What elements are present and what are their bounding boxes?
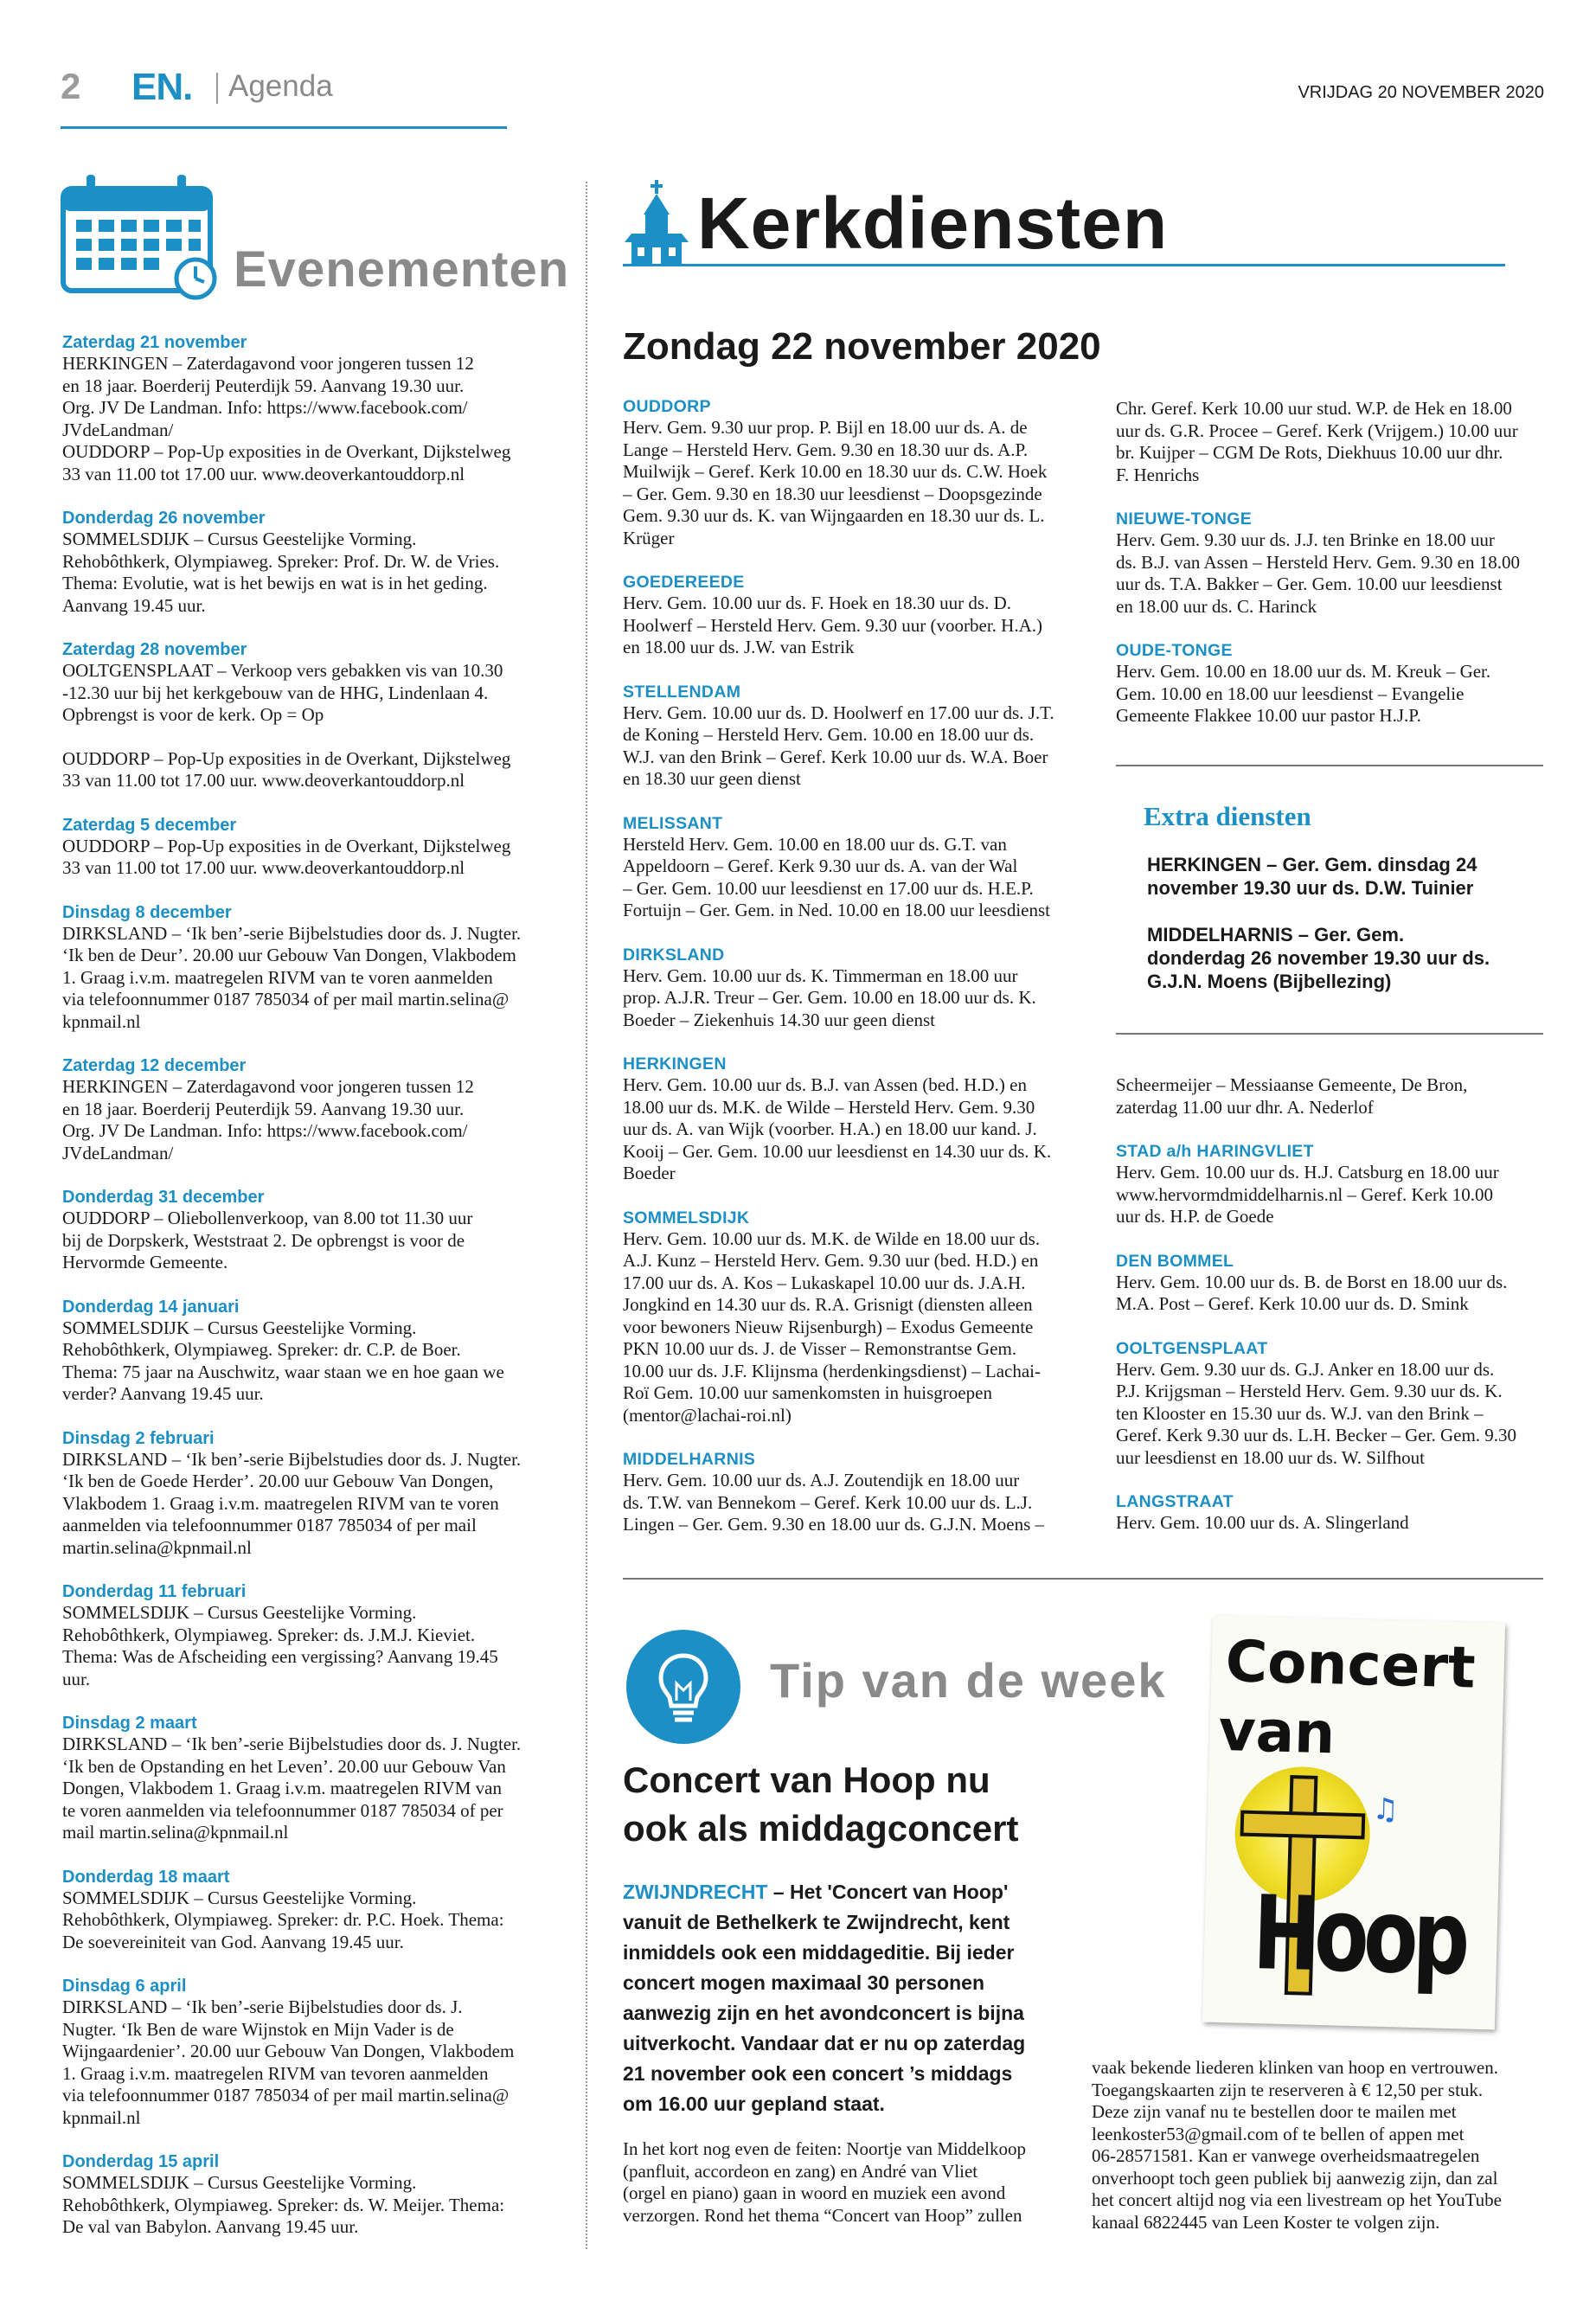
- service-place: DEN BOMMEL: [1116, 1251, 1234, 1271]
- event-text: OUDDORP – Oliebollenverkoop, van 8.00 tot 11.30 uur bij de Dorpskerk, Weststraat 2. De opbrengst is voor de Hervormde Gemeente.: [62, 1208, 473, 1272]
- event-date: Donderdag 14 januari: [62, 1297, 240, 1317]
- event-text: DIRKSLAND – ‘Ik ben’-serie Bijbelstudies door ds. J. Nugter. ‘Ik ben de Deur’. 20.00 uur Gebouw Van Dongen, Vlakbodem 1. Graag i.v.m. maatregelen RIVM van te voren aanmelden via telefoonnummer 0187 785034 of per mail martin.selina@ kpnmail.nl: [62, 922, 522, 1032]
- service-place: SOMMELSDIJK: [623, 1208, 750, 1227]
- tip-body-2: vaak bekende liederen klinken van hoop en vertrouwen. Toegangskaarten zijn te reserveren à € 12,50 per stuk. Deze zijn vanaf nu te bestellen door te mailen met leenkoster53@gmail.com of te bellen of appen met 06-28571581. Kan er vanwege overheidsmaatregelen onverhoopt toch geen publiek bij aanwezig zijn, dan zal het concert altijd nog via een livestream op het YouTube kanaal 6822445 van Leen Koster te volgen zijn.: [1092, 2057, 1502, 2233]
- event-text: OOLTGENSPLAAT – Verkoop vers gebakken vis van 10.30 -12.30 uur bij het kerkgebouw van de HHG, Lindenlaan 4. Opbrengst is voor de kerk. Op = Op: [62, 660, 503, 725]
- service-text: Chr. Geref. Kerk 10.00 uur stud. W.P. de Hek en 18.00 uur ds. G.R. Procee – Geref. Kerk (Vrijgem.) 10.00 uur br. Kuijper – CGM De Rots, Diekhuus 10.00 uur dhr. F. Henrichs: [1116, 398, 1518, 485]
- service-text: Herv. Gem. 10.00 uur ds. B. de Borst en 18.00 uur ds. M.A. Post – Geref. Kerk 10.00 uur ds. D. Smink: [1116, 1271, 1508, 1314]
- event-text: DIRKSLAND – ‘Ik ben’-serie Bijbelstudies door ds. J. Nugter. ‘Ik ben de Goede Herder’. 20.00 uur Gebouw Van Dongen, Vlakbodem 1. Graag i.v.m. maatregelen RIVM van te voren aanmelden via telefoonnummer 0187 785034 of per mail martin.selina@kpnmail.nl: [62, 1448, 522, 1558]
- event-date: Zaterdag 5 december: [62, 815, 237, 835]
- event-date: Donderdag 11 februari: [62, 1582, 247, 1601]
- event-text: OUDDORP – Pop-Up exposities in de Overkant, Dijkstelweg 33 van 11.00 tot 17.00 uur. www.deoverkantouddorp.nl: [62, 835, 511, 878]
- service-place: LANGSTRAAT: [1116, 1492, 1234, 1511]
- page-number: 2: [61, 66, 81, 106]
- church-icon: [625, 178, 690, 268]
- event-date: Dinsdag 2 maart: [62, 1714, 197, 1733]
- kerkdiensten-date: Zondag 22 november 2020: [623, 325, 1101, 368]
- event-date: Donderdag 15 april: [62, 2152, 220, 2171]
- service-text: Herv. Gem. 9.30 uur prop. P. Bijl en 18.00 uur ds. A. de Lange – Hersteld Herv. Gem. 9.30 en 18.30 uur ds. A.P. Muilwijk – Geref. Kerk 10.00 en 18.30 uur ds. C.W. Hoek – Ger. Gem. 9.30 en 18.30 uur leesdienst – Doopsgezinde Gem. 9.30 uur ds. K. van Wijngaarden en 18.30 uur ds. L. Krüger: [623, 417, 1048, 548]
- event-text: SOMMELSDIJK – Cursus Geestelijke Vorming. Rehobôthkerk, Olympiaweg. Spreker: Prof. Dr. W. de Vries. Thema: Evolutie, wat is het bewijs en wat is in het geding. Aanvang 19.45 uur.: [62, 529, 500, 616]
- service-text: Herv. Gem. 10.00 uur ds. D. Hoolwerf en 17.00 uur ds. J.T. de Koning – Hersteld Herv. Gem. 10.00 en 18.00 uur ds. W.J. van den Brink – Geref. Kerk 10.00 uur ds. W.A. Boer en 18.30 uur geen dienst: [623, 702, 1054, 789]
- issue-date: VRIJDAG 20 NOVEMBER 2020: [1298, 83, 1544, 102]
- service-text: Herv. Gem. 10.00 uur ds. B.J. van Assen (bed. H.D.) en 18.00 uur ds. M.K. de Wilde – Hersteld Herv. Gem. 9.30 uur ds. A. van Wijk (voorber. H.A.) en 18.00 uur kand. J. Kooij – Ger. Gem. 10.00 uur leesdienst en 14.30 uur ds. K. Boeder: [623, 1074, 1052, 1183]
- event-text: SOMMELSDIJK – Cursus Geestelijke Vorming. Rehobôthkerk, Olympiaweg. Spreker: ds. J.M.J. Kieviet. Thema: Was de Afscheiding een vergissing? Aanvang 19.45 uur.: [62, 1602, 498, 1689]
- service-text: Herv. Gem. 10.00 uur ds. A. Slingerland: [1116, 1512, 1409, 1533]
- service-place: DIRKSLAND: [623, 945, 725, 965]
- service-text: Herv. Gem. 10.00 uur ds. K. Timmerman en 18.00 uur prop. A.J.R. Treur – Ger. Gem. 10.00 en 18.00 uur ds. K. Boeder – Ziekenhuis 14.30 uur geen dienst: [623, 965, 1036, 1030]
- event-date: Dinsdag 8 december: [62, 902, 232, 922]
- service-place: OUDE-TONGE: [1116, 641, 1233, 660]
- tip-title: Tip van de week: [770, 1653, 1167, 1708]
- event-date: Donderdag 31 december: [62, 1188, 265, 1207]
- evenementen-list: [62, 332, 564, 2239]
- lightbulb-icon: [623, 1626, 744, 1747]
- event-date: Zaterdag 12 december: [62, 1056, 247, 1075]
- tip-headline: Concert van Hoop nu ook als middagconcert: [623, 1759, 1019, 1849]
- extra-top-rule: [1116, 765, 1543, 766]
- concert-poster: [1202, 1616, 1505, 2030]
- event-date: Dinsdag 6 april: [62, 1977, 187, 1996]
- event-date: Donderdag 26 november: [62, 509, 266, 528]
- service-text: Herv. Gem. 9.30 uur ds. J.J. ten Brinke en 18.00 uur ds. B.J. van Assen – Hersteld Herv. Gem. 9.30 en 18.00 uur ds. T.A. Bakker – Ger. Gem. 10.00 uur leesdienst en 18.00 uur ds. C. Harinck: [1116, 529, 1520, 617]
- extra-diensten-title: Extra diensten: [1144, 801, 1311, 831]
- event-date: Zaterdag 28 november: [62, 640, 247, 659]
- service-place: MELISSANT: [623, 813, 723, 833]
- svg-text:♫: ♫: [1371, 1791, 1400, 1828]
- poster-line-3: Hoop: [1251, 1873, 1466, 1998]
- service-text: Herv. Gem. 10.00 uur ds. M.K. de Wilde en 18.00 uur ds. A.J. Kunz – Hersteld Herv. Gem. 9.30 uur (bed. H.D.) en 17.00 uur ds. A. Kos – Lukaskapel 10.00 uur ds. J.A.H. Jongkind en 14.30 uur ds. R.A. Grisnigt (diensten alleen voor bewoners Nieuw Rijsenburgh) – Exodus Gemeente PKN 10.00 uur ds. J. de Visser – Remonstrantse Gem. 10.00 uur ds. J.F. Klijnsma (herdenkingsdienst) – Lachai- Roï Gem. 10.00 uur samenkomsten in huisgroepen (mentor@lachai-roi.nl): [623, 1227, 1041, 1426]
- event-date: Zaterdag 21 november: [62, 333, 247, 352]
- header-separator: [216, 73, 218, 104]
- service-place: GOEDEREEDE: [623, 573, 745, 592]
- service-place: NIEUWE-TONGE: [1116, 510, 1253, 529]
- event-text: DIRKSLAND – ‘Ik ben’-serie Bijbelstudies door ds. J. Nugter. ‘Ik ben de Opstanding en het Leven’. 20.00 uur Gebouw Van Dongen, Vlakbodem 1. Graag i.v.m. maatregelen RIVM van te voren aanmelden via telefoonnummer 0187 785034 of per mail martin.selina@kpnmail.nl: [62, 1734, 522, 1843]
- service-place: OOLTGENSPLAAT: [1116, 1338, 1268, 1358]
- extra-service: HERKINGEN – Ger. Gem. dinsdag 24 november 19.30 uur ds. D.W. Tuinier: [1147, 854, 1477, 899]
- service-text: Scheermeijer – Messiaanse Gemeente, De Bron, zaterdag 11.00 uur dhr. A. Nederlof: [1116, 1074, 1468, 1118]
- service-text: Herv. Gem. 10.00 uur ds. F. Hoek en 18.30 uur ds. D. Hoolwerf – Hersteld Herv. Gem. 9.30 uur (voorber. H.A.) en 18.00 uur ds. J.W. van Estrik: [623, 593, 1043, 657]
- event-text: SOMMELSDIJK – Cursus Geestelijke Vorming. Rehobôthkerk, Olympiaweg. Spreker: dr. P.C. Hoek. Thema: De soevereiniteit van God. Aanvang 19.45 uur.: [62, 1887, 504, 1952]
- event-text: SOMMELSDIJK – Cursus Geestelijke Vorming. Rehobôthkerk, Olympiaweg. Spreker: dr. C.P. de Boer. Thema: 75 jaar na Auschwitz, waar staan we en hoe gaan we verder? Aanvang 19.45 uur.: [62, 1317, 504, 1404]
- event-text: DIRKSLAND – ‘Ik ben’-serie Bijbelstudies door ds. J. Nugter. ‘Ik Ben de ware Wijnstok en Mijn Vader is de Wijngaardenier’. 20.00 uur Gebouw Van Dongen, Vlakbodem 1. Graag i.v.m. maatregelen RIVM van tevoren aanmelden via telefoonnummer 0187 785034 of per mail martin.selina@ kpnmail.nl: [62, 1997, 515, 2128]
- tip-intro: [623, 1877, 1073, 2119]
- header-rule: [61, 126, 507, 129]
- kerkdiensten-column-1: [623, 396, 1090, 1536]
- tip-top-rule: [623, 1578, 1543, 1580]
- event-text: OUDDORP – Pop-Up exposities in de Overkant, Dijkstelweg 33 van 11.00 tot 17.00 uur. www.deoverkantouddorp.nl: [62, 747, 511, 791]
- tip-intro-place: ZWIJNDRECHT: [623, 1881, 768, 1903]
- event-text: HERKINGEN – Zaterdagavond voor jongeren tussen 12 en 18 jaar. Boerderij Peuterdijk 59. Aanvang 19.30 uur. Org. JV De Landman. Info: https://www.facebook.com/ JVdeLandman/: [62, 1076, 474, 1163]
- calendar-icon: [61, 171, 223, 301]
- event-date: Donderdag 18 maart: [62, 1867, 230, 1887]
- service-text: Hersteld Herv. Gem. 10.00 en 18.00 uur ds. G.T. van Appeldoorn – Geref. Kerk 9.30 uur ds. A. van der Wal – Ger. Gem. 10.00 uur leesdienst en 17.00 uur ds. H.E.P. Fortuijn – Ger. Gem. in Ned. 10.00 en 18.00 uur leesdienst: [623, 833, 1051, 920]
- service-place: MIDDELHARNIS: [623, 1450, 756, 1469]
- event-date: Dinsdag 2 februari: [62, 1428, 215, 1448]
- tip-intro-text: – Het 'Concert van Hoop' vanuit de Bethelkerk te Zwijndrecht, kent inmiddels ook een middageditie. Bij ieder concert mogen maximaal 30 personen aanwezig zijn en het avondconcert is bijna uitverkocht. Vandaar dat er nu op zaterdag 21 november ook een concert ’s middags om 16.00 uur gepland staat.: [623, 1881, 1026, 2115]
- kerkdiensten-title: Kerkdiensten: [697, 183, 1169, 264]
- section-title: Agenda: [228, 69, 333, 103]
- extra-service: MIDDELHARNIS – Ger. Gem. donderdag 26 november 19.30 uur ds. G.J.N. Moens (Bijbellezing): [1147, 924, 1490, 992]
- service-place: STELLENDAM: [623, 682, 741, 702]
- service-place: STAD a/h HARINGVLIET: [1116, 1142, 1314, 1161]
- event-text: SOMMELSDIJK – Cursus Geestelijke Vorming. Rehobôthkerk, Olympiaweg. Spreker: ds. W. Meijer. Thema: De val van Babylon. Aanvang 19.45 uur.: [62, 2172, 505, 2237]
- service-place: HERKINGEN: [623, 1054, 727, 1074]
- kerkdiensten-column-2b: [1116, 1074, 1548, 1535]
- service-text: Herv. Gem. 9.30 uur ds. G.J. Anker en 18.00 uur ds. P.J. Krijgsman – Hersteld Herv. Gem. 9.30 uur ds. K. ten Klooster en 15.30 uur ds. W.J. van den Brink – Geref. Kerk 9.30 uur ds. L.H. Becker – Ger. Gem. 9.30 uur leesdienst en 18.00 uur ds. W. Silfhout: [1116, 1358, 1517, 1468]
- extra-bottom-rule: [1116, 1033, 1543, 1035]
- kerkdiensten-rule: [623, 264, 1505, 266]
- event-text: HERKINGEN – Zaterdagavond voor jongeren tussen 12 en 18 jaar. Boerderij Peuterdijk 59. Aanvang 19.30 uur. Org. JV De Landman. Info: https://www.facebook.com/ JVdeLandman/ OUDDORP – Pop-Up exposities in de Overkant, Dijkstelweg 33 van 11.00 tot 17.00 uur. www.deoverkantouddorp.nl: [62, 353, 511, 484]
- evenementen-title: Evenementen: [234, 241, 570, 298]
- publication-logo: EN.: [131, 66, 193, 108]
- poster-line-2: van: [1217, 1696, 1336, 1767]
- service-text: Herv. Gem. 10.00 uur ds. H.J. Catsburg en 18.00 uur www.hervormdmiddelharnis.nl – Geref. Kerk 10.00 uur ds. H.P. de Goede: [1116, 1162, 1499, 1227]
- service-place: OUDDORP: [623, 397, 711, 416]
- column-divider: [586, 182, 587, 2249]
- service-text: Herv. Gem. 10.00 uur ds. A.J. Zoutendijk en 18.00 uur ds. T.W. van Bennekom – Geref. Kerk 10.00 uur ds. L.J. Lingen – Ger. Gem. 9.30 en 18.00 uur ds. G.J.N. Moens –: [623, 1470, 1045, 1535]
- tip-body-1: In het kort nog even de feiten: Noortje van Middelkoop (panfluit, accordeon en zang) en André van Vliet (orgel en piano) gaan in woord en muziek een avond verzorgen. Rond het thema “Concert van Hoop” zullen: [623, 2138, 1026, 2226]
- service-text: Herv. Gem. 10.00 en 18.00 uur ds. M. Kreuk – Ger. Gem. 10.00 en 18.00 uur leesdienst – Evangelie Gemeente Flakkee 10.00 uur pastor H.J.P.: [1116, 661, 1491, 726]
- kerkdiensten-column-2: [1116, 398, 1548, 727]
- poster-line-1: Concert: [1224, 1628, 1477, 1702]
